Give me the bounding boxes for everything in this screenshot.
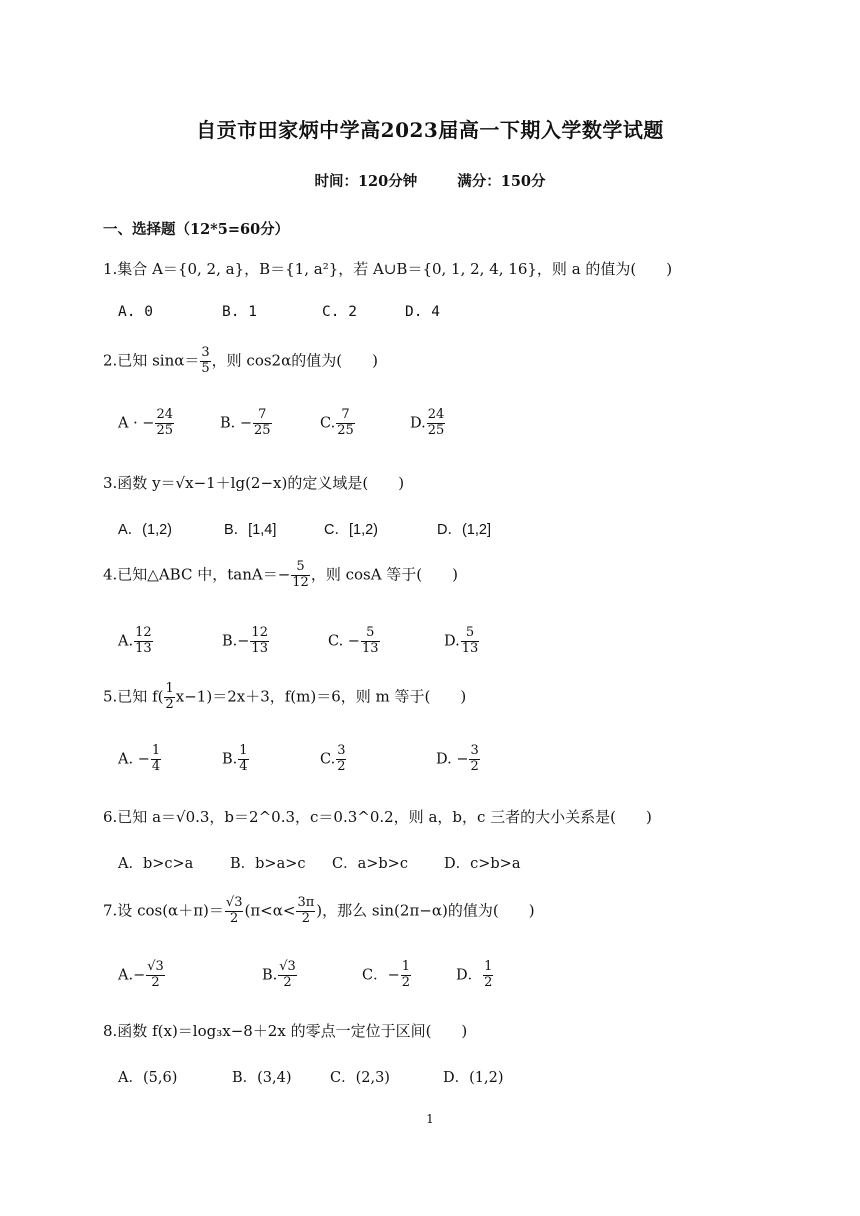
question-3-stem: 3.函数 y＝√x−1＋lg(2−x)的定义域是( ) (103, 474, 405, 492)
question-2-option-c: C. $\frac{7}{25}$ (320, 407, 354, 438)
question-2-stem-b: ，则 cos2α的值为( ) (211, 351, 378, 370)
question-3-option-b: B．[1,4] (224, 522, 277, 538)
question-7-stem: 7.设 cos(α＋π)＝ $\frac{√3}{2}$ (π<α< $\frac{3\pi}{2}$ )，那么 sin(2π−α)的值为( ) (103, 895, 535, 926)
question-2-stem-a: 2.已知 sinα＝ (103, 351, 200, 370)
question-5-option-d: D. − $\frac{3}{2}$ (436, 743, 479, 774)
question-1-option-b: B. 1 (222, 304, 257, 320)
question-2-option-d: D. $\frac{24}{25}$ (410, 407, 445, 438)
question-8-option-b: B．(3,4) (232, 1070, 292, 1086)
question-6-stem: 6.已知 a＝√0.3，b＝2^0.3，c＝0.3^0.2，则 a，b，c 三者的大小关系是( ) (103, 808, 652, 826)
question-8-stem: 8.函数 f(x)＝log₃x−8＋2x 的零点一定位于区间( ) (103, 1022, 468, 1040)
question-2-stem (103, 346, 378, 377)
question-2-fraction: $\frac{3}{5}$ (201, 345, 210, 376)
question-5-option-b: B. $\frac{1}{4}$ (222, 743, 248, 774)
question-5-option-a: A. − $\frac{1}{4}$ (118, 743, 161, 774)
section-heading: 一、选择题（12*5=60分） (103, 221, 290, 238)
exam-score: 满分：150分 (457, 173, 546, 190)
question-3-option-a: A．(1,2) (118, 522, 172, 538)
question-7-fraction-2: $\frac{3\pi}{2}$ (297, 895, 315, 926)
question-2-option-a: A · − $\frac{24}{25}$ (118, 407, 173, 438)
question-8-option-c: C．(2,3) (330, 1070, 390, 1086)
page-number: 1 (426, 1112, 434, 1126)
question-4-fraction: $\frac{5}{12}$ (292, 559, 309, 590)
exam-info (0, 170, 860, 191)
question-7-option-a: A.− $\frac{√3}{2}$ (118, 959, 164, 990)
question-5-option-c: C. $\frac{3}{2}$ (320, 743, 346, 774)
question-6-option-a: A．b>c>a (118, 856, 194, 872)
question-1-option-c: C. 2 (322, 304, 357, 320)
question-1-stem: 1.集合 A＝{0, 2, a}，B＝{1, a²}，若 A∪B＝{0, 1, 2, 4, 16}，则 a 的值为( ) (103, 260, 673, 278)
question-4-option-b: B.− $\frac{12}{13}$ (222, 625, 268, 656)
question-8-option-d: D．(1,2) (443, 1070, 504, 1086)
question-5-stem: 5.已知 f( $\frac{1}{2}$ x−1)＝2x＋3，f(m)＝6，则 m 等于( ) (103, 681, 467, 712)
page-title: 自贡市田家炳中学高2023届高一下期入学数学试题 (196, 118, 664, 142)
question-5-fraction: $\frac{1}{2}$ (165, 681, 174, 712)
question-8-option-a: A．(5,6) (118, 1070, 178, 1086)
question-4-option-a: A. $\frac{12}{13}$ (118, 625, 152, 656)
question-6-option-c: C．a>b>c (332, 856, 408, 872)
question-7-option-d: D． $\frac{1}{2}$ (456, 959, 493, 990)
question-6-option-d: D．c>b>a (444, 856, 521, 872)
question-1-option-d: D. 4 (405, 304, 440, 320)
question-1-option-a: A. 0 (118, 304, 153, 320)
question-7-option-c: C．− $\frac{1}{2}$ (362, 959, 411, 990)
question-4-stem: 4.已知△ABC 中，tanA＝− $\frac{5}{12}$ ，则 cosA 等于( ) (103, 559, 459, 590)
question-3-option-d: D．(1,2] (437, 522, 491, 538)
question-7-option-b: B. $\frac{√3}{2}$ (262, 959, 296, 990)
question-3-option-c: C．[1,2) (324, 522, 378, 538)
question-4-option-c: C. − $\frac{5}{13}$ (328, 625, 379, 656)
question-7-fraction-1: $\frac{√3}{2}$ (225, 895, 243, 926)
exam-time: 时间：120分钟 (314, 173, 418, 190)
question-6-option-b: B．b>a>c (230, 856, 306, 872)
question-4-option-d: D. $\frac{5}{13}$ (444, 625, 479, 656)
question-2-option-b: B. − $\frac{7}{25}$ (220, 407, 271, 438)
